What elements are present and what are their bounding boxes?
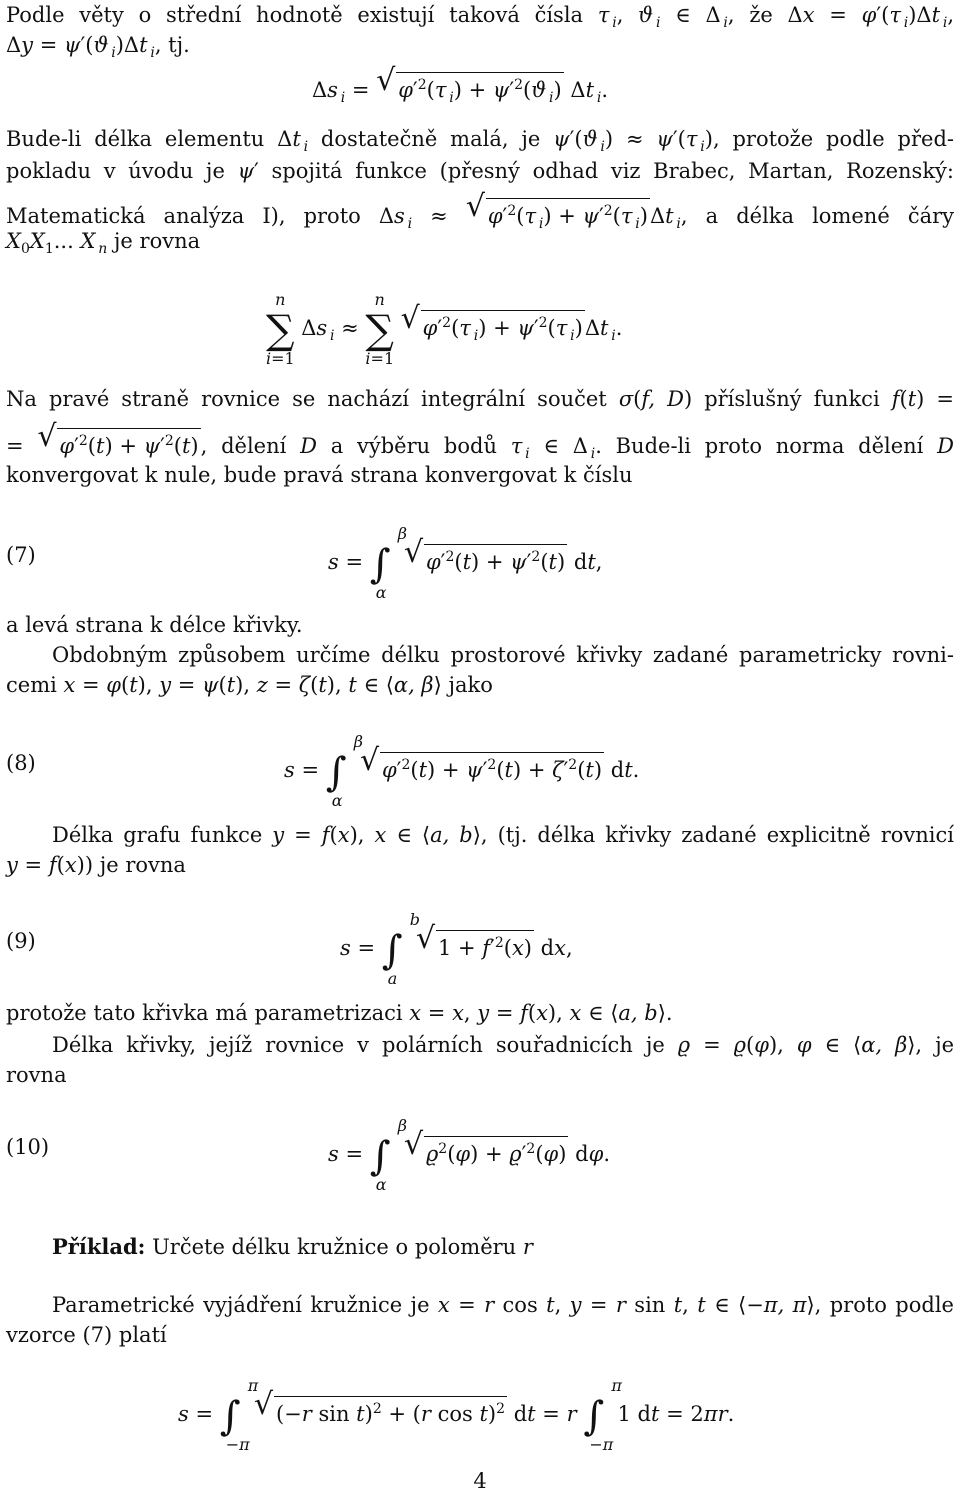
equation-7: s = β ∫ α √ $\varphi'^2(t) + \psi'^2(t)$ dt, bbox=[328, 540, 602, 579]
text-line: cemi x = φ(t), y = ψ(t), z = ζ(t), t ∈ ⟨α, β⟩ jako bbox=[6, 673, 493, 697]
equation-number: (10) bbox=[6, 1135, 50, 1159]
text-line: Δy = ψ′(ϑ $_i$)Δt $_i$, tj. bbox=[6, 33, 190, 62]
text-line: pokladu v úvodu je ψ′ spojitá funkce (přesný odhad viz Brabec, Martan, Rozenský: bbox=[6, 159, 954, 183]
text-line: Matematická analýza I), proto Δs $_i$ ≈ √ $\varphi'^2(\tau$ $_i) + \psi'^2(\tau$ $_i$)Δt $_i$, a délka lomené čáry bbox=[6, 194, 954, 231]
text-line: Bude-li délka elementu Δt $_i$ dostatečně malá, je ψ′(ϑ $_i$) ≈ ψ′(τ $_i$), protože podle před- bbox=[6, 127, 955, 156]
text-line: a levá strana k délce křivky. bbox=[6, 613, 303, 637]
text-line: protože tato křivka má parametrizaci x = x, y = f(x), x ∈ ⟨a, b⟩. bbox=[6, 1001, 673, 1025]
equation-number: (9) bbox=[6, 929, 36, 953]
equation-number: (8) bbox=[6, 751, 36, 775]
text-line: Délka křivky, jejíž rovnice v polárních souřadnicích je ϱ = ϱ(φ), φ ∈ ⟨α, β⟩, je bbox=[52, 1033, 955, 1057]
equation-final: s = π ∫ −π √ (−r sin t)$^2$ + (r cos t)$^2$ dt = r π ∫ −π 1 dt = 2πr. bbox=[178, 1392, 734, 1431]
equation-number: (7) bbox=[6, 543, 36, 567]
text-line: $X_0X_1$... X $_n$ je rovna bbox=[6, 229, 201, 258]
text-line: y = f(x)) je rovna bbox=[6, 853, 186, 877]
text-line: vzorce (7) platí bbox=[6, 1323, 167, 1347]
equation-sum: n ∑ i=1 Δs $_i$ ≈ n ∑ i=1 √ $\varphi'^2(\tau$ $_i) + \psi'^2(\tau$ $_i$)Δt $_i$. bbox=[266, 306, 622, 345]
text-line: rovna bbox=[6, 1063, 67, 1087]
text-line: = √ $\varphi'^2(t) + \psi'^2(t)$, dělení D a výběru bodů τ $_i$ ∈ Δ $_i$. Bude-li proto norma dělení D bbox=[6, 424, 954, 461]
text-line: Obdobným způsobem určíme délku prostorové křivky zadané parametricky rovni- bbox=[52, 643, 954, 667]
equation-9: s = b ∫ a √ $1 + f'^2(x)$ dx, bbox=[340, 926, 573, 965]
example-heading: Příklad: Určete délku kružnice o poloměru r bbox=[52, 1234, 533, 1259]
equation-8: s = β ∫ α √ $\varphi'^2(t) + \psi'^2(t) + \zeta'^2(t)$ dt. bbox=[284, 748, 639, 787]
text-line: Parametrické vyjádření kružnice je x = r cos t, y = r sin t, t ∈ ⟨−π, π⟩, proto podle bbox=[52, 1293, 954, 1317]
text-line: Podle věty o střední hodnotě existují taková čísla τ $_i$, ϑ $_i$ ∈ Δ $_i$, že Δx = φ′(τ $_i$)Δt $_i$, bbox=[6, 3, 955, 32]
text-line: konvergovat k nule, bude pravá strana konvergovat k číslu bbox=[6, 463, 633, 487]
text-line: Na pravé straně rovnice se nachází integrální součet σ(f, D) příslušný funkci f(t) = bbox=[6, 387, 954, 411]
equation-ds: Δs $_i$ = √ $\varphi'^2(\tau$ $_i) + \psi'^2(ϑ$ $_i$) Δt $_i$. bbox=[312, 68, 608, 105]
text-line: Délka grafu funkce y = f(x), x ∈ ⟨a, b⟩, (tj. délka křivky zadané explicitně rovnicí bbox=[52, 823, 954, 847]
page-number: 4 bbox=[473, 1469, 487, 1493]
equation-10: s = β ∫ α √ $ϱ^2(\varphi) + ϱ'^2(\varphi)$ dφ. bbox=[328, 1132, 610, 1171]
